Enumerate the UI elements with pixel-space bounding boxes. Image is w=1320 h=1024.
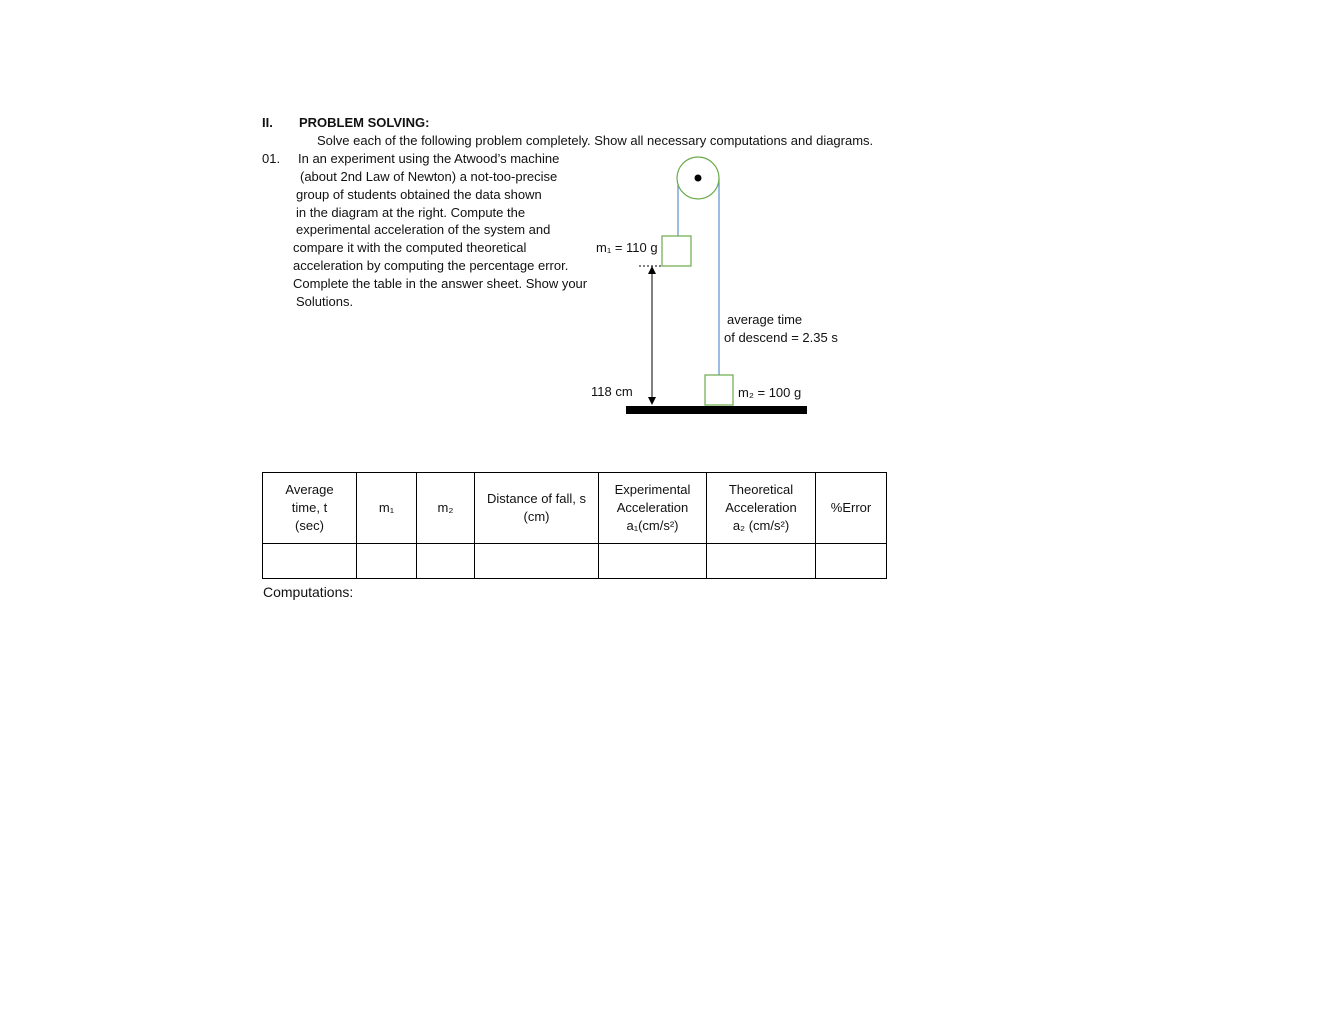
problem-line: experimental acceleration of the system and	[296, 222, 551, 237]
pulley-axle	[695, 175, 702, 182]
header-m2	[417, 473, 475, 544]
answer-table	[262, 472, 887, 579]
distance-arrow-down	[648, 397, 656, 405]
header-experimental-acceleration	[599, 473, 707, 544]
cell-m1[interactable]	[357, 544, 417, 579]
header-text: time, t	[291, 500, 328, 515]
cell-average-time[interactable]	[263, 544, 357, 579]
cell-experimental-acceleration[interactable]	[599, 544, 707, 579]
problem-line: acceleration by computing the percentage error.	[293, 258, 569, 273]
header-text: Distance of fall, s	[487, 491, 586, 506]
mass-m1-box	[662, 236, 691, 266]
cell-distance[interactable]	[475, 544, 599, 579]
time-label-line1: average time	[727, 312, 803, 327]
m1-label: m₁ = 110 g	[596, 240, 658, 255]
problem-line: Complete the table in the answer sheet. Show your	[293, 276, 588, 291]
header-text: (sec)	[295, 518, 324, 533]
header-text: Acceleration	[616, 500, 689, 515]
m2-label: m₂ = 100 g	[738, 385, 802, 400]
table-header-row	[263, 473, 887, 544]
problem-line: In an experiment using the Atwood’s machine	[298, 151, 560, 166]
cell-percent-error[interactable]	[816, 544, 887, 579]
header-text: Acceleration	[725, 500, 797, 515]
header-average-time	[263, 473, 357, 544]
computations-label: Computations:	[263, 584, 354, 600]
problem-line: group of students obtained the data shown	[296, 187, 542, 202]
section-number: II.	[262, 115, 273, 130]
header-percent-error	[816, 473, 887, 544]
section-instruction: Solve each of the following problem completely. Show all necessary computations and diagrams.	[317, 133, 874, 148]
header-text: m₁	[378, 500, 395, 515]
header-text: m₂	[437, 500, 454, 515]
header-distance	[475, 473, 599, 544]
cell-theoretical-acceleration[interactable]	[707, 544, 816, 579]
time-label-line2: of descend = 2.35 s	[724, 330, 838, 345]
distance-arrow-up	[648, 266, 656, 274]
header-text: %Error	[830, 500, 872, 515]
mass-m2-box	[705, 375, 733, 405]
header-text: a₂ (cm/s²)	[732, 518, 790, 533]
header-text: Average	[285, 482, 334, 497]
header-text: a₁(cm/s²)	[626, 518, 679, 533]
problem-line: compare it with the computed theoretical	[293, 240, 527, 255]
header-theoretical-acceleration	[707, 473, 816, 544]
header-text: Theoretical	[728, 482, 794, 497]
section-title: PROBLEM SOLVING:	[299, 115, 430, 130]
problem-number: 01.	[262, 151, 281, 166]
problem-line: (about 2nd Law of Newton) a not-too-precise	[300, 169, 558, 184]
cell-m2[interactable]	[417, 544, 475, 579]
table-row	[263, 544, 887, 579]
problem-line: Solutions.	[296, 294, 354, 309]
header-m1	[357, 473, 417, 544]
distance-label: 118 cm	[591, 384, 633, 399]
header-text: Experimental	[614, 482, 691, 497]
header-text: (cm)	[523, 509, 550, 524]
floor-bar	[626, 406, 807, 414]
problem-line: in the diagram at the right. Compute the	[296, 205, 526, 220]
